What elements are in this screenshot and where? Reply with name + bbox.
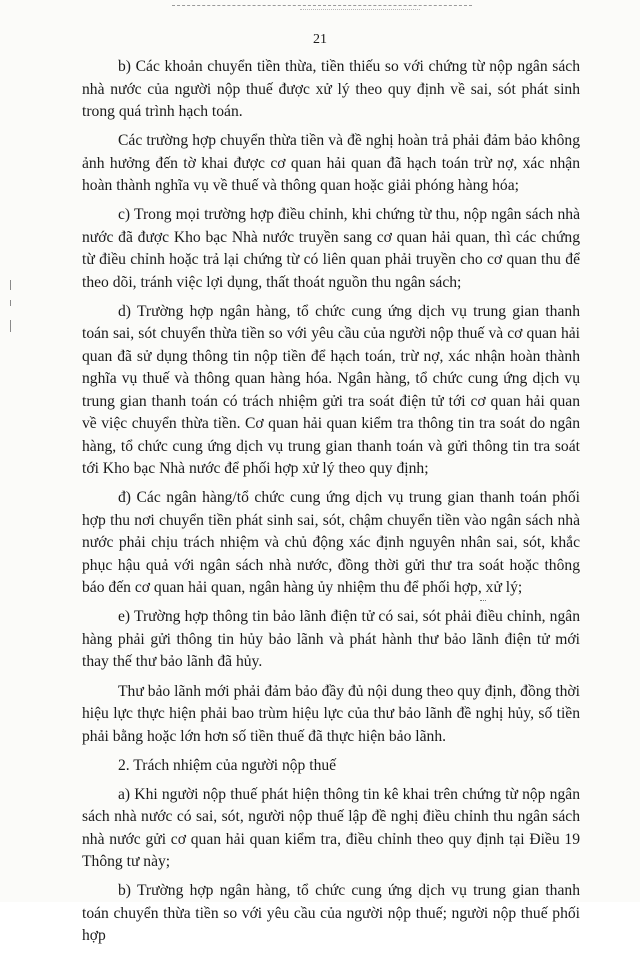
margin-mark — [10, 300, 15, 306]
scan-artifact-line — [172, 5, 472, 6]
paragraph-dd: đ) Các ngân hàng/tổ chức cung ứng dịch vụ trung gian thanh toán phối hợp thu nơi chuyển tiền phát sinh sai, sót, chậm chuyển tiền vào ngân sách nhà nước phải chịu trách nhiệm và chủ động xác định nguyên nhân sai, sót, khắc phục hậu quả với ngân sách nhà nước, đồng thời gửi thư tra soát hoặc thông báo đến cơ quan hải quan, ngân hàng ủy nhiệm thu để phối hợp, xử lý; — [82, 489, 580, 597]
paragraph-c: c) Trong mọi trường hợp điều chỉnh, khi chứng từ thu, nộp ngân sách nhà nước đã được Kho bạc Nhà nước truyền sang cơ quan hải quan, thì các chứng từ điều chỉnh hoặc trả lại chứng từ có liên quan phải truyền cho cơ quan thu để theo dõi, tránh việc lợi dụng, thất thoát nguồn thu ngân sách; — [82, 206, 580, 291]
paragraph-2b: b) Trường hợp ngân hàng, tổ chức cung ứng dịch vụ trung gian thanh toán chuyển thừa tiền so với yêu cầu của người nộp thuế; người nộp thuế phối hợp — [82, 882, 580, 945]
paragraph-2a: a) Khi người nộp thuế phát hiện thông tin kê khai trên chứng từ nộp ngân sách nhà nước có sai, sót, người nộp thuế lập đề nghị điều chỉnh thu ngân sách nhà nước gửi cơ quan hải quan kiểm tra, điều chỉnh theo quy định tại Điều 19 Thông tư này; — [82, 785, 580, 871]
section-heading-2: 2. Trách nhiệm của người nộp thuế — [118, 756, 337, 774]
margin-mark — [10, 280, 15, 290]
paragraph-refund-conditions: Các trường hợp chuyển thừa tiền và đề nghị hoàn trả phải đảm bảo không ảnh hưởng đến tờ khai được cơ quan hải quan đã hạch toán trừ nợ, xác nhận hoàn thành nghĩa vụ về thuế và thông quan hoặc giải phóng hàng hóa; — [82, 132, 580, 195]
scan-artifact-line — [300, 9, 420, 10]
paragraph-e: e) Trường hợp thông tin bảo lãnh điện tử có sai, sót phải điều chỉnh, ngân hàng phải gửi thông tin hủy bảo lãnh và phát hành thư bảo lãnh điện tử mới thay thế thư bảo lãnh đã hủy. — [82, 608, 580, 671]
margin-mark — [10, 320, 15, 332]
paragraph-new-guarantee: Thư bảo lãnh mới phải đảm bảo đầy đủ nội dung theo quy định, đồng thời hiệu lực thực hiện phải bao trùm hiệu lực của thư bảo lãnh đề nghị hủy, số tiền phải bằng hoặc lớn hơn số tiền thuế đã thực hiện bảo lãnh. — [82, 682, 580, 745]
page-number: 21 — [313, 32, 327, 47]
paragraph-b: b) Các khoản chuyển tiền thừa, tiền thiếu so với chứng từ nộp ngân sách nhà nước của người nộp thuế được xử lý theo quy định về sai, sót phát sinh trong quá trình hạch toán. — [82, 58, 580, 120]
paragraph-d: d) Trường hợp ngân hàng, tổ chức cung ứng dịch vụ trung gian thanh toán sai, sót chuyển thừa tiền so với yêu cầu của người nộp thuế và cơ quan hải quan đã sử dụng thông tin nộp tiền để hạch toán, trừ nợ, xác nhận hoàn thành nghĩa vụ thuế và thông quan hàng hóa. Ngân hàng, tổ chức cung ứng dịch vụ trung gian thanh toán có trách nhiệm gửi tra soát điện tử tới cơ quan hải quan về việc chuyển thừa tiền. Cơ quan hải quan kiểm tra thông tin tra soát do ngân hàng, tổ chức cung ứng dịch vụ trung gian thanh toán và gửi thông tin tra soát tới Kho bạc Nhà nước để phối hợp xử lý theo quy định; — [82, 302, 580, 478]
document-body — [82, 56, 580, 954]
